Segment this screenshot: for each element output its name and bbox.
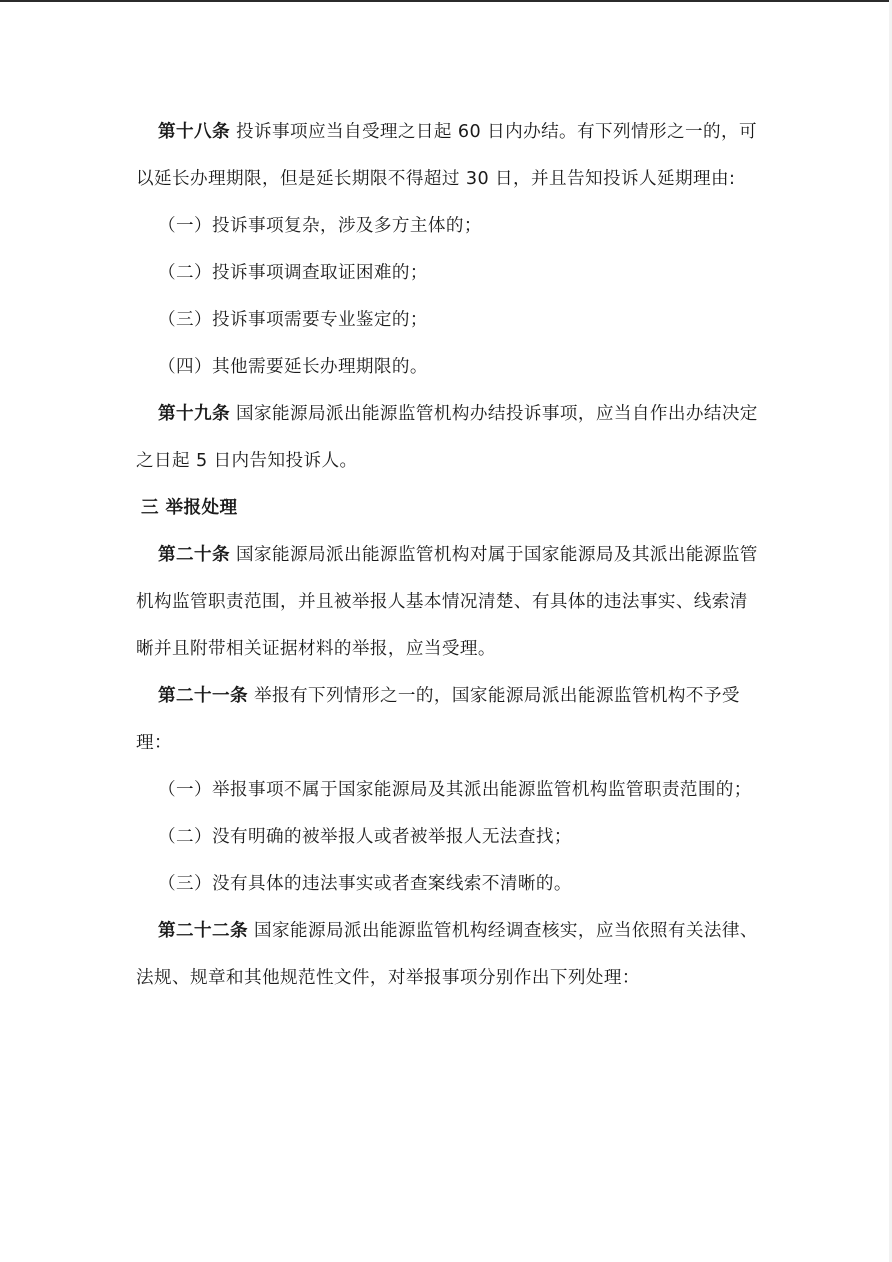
article-18-item-3: （三）投诉事项需要专业鉴定的； xyxy=(158,310,428,330)
article-18-item-1: （一）投诉事项复杂，涉及多方主体的； xyxy=(158,216,482,236)
article-22 xyxy=(136,908,760,1002)
article-21-item-3: （三）没有具体的违法事实或者查案线索不清晰的。 xyxy=(158,874,572,894)
article-19-body: 国家能源局派出能源监管机构办结投诉事项，应当自作出办结决定之日起 5 日内告知投诉人。 xyxy=(136,404,758,471)
article-21-item-2: （二）没有明确的被举报人或者被举报人无法查找； xyxy=(158,827,572,847)
article-22-body: 国家能源局派出能源监管机构经调查核实，应当依照有关法律、法规、规章和其他规范性文件，对举报事项分别作出下列处理： xyxy=(136,921,758,988)
article-18-item-2: （二）投诉事项调查取证困难的； xyxy=(158,263,428,283)
article-21-title: 第二十一条 xyxy=(158,686,248,706)
article-21-item-1: （一）举报事项不属于国家能源局及其派出能源监管机构监管职责范围的； xyxy=(158,780,752,800)
article-19-title: 第十九条 xyxy=(158,404,230,424)
page-top-border xyxy=(0,0,892,2)
article-20-title: 第二十条 xyxy=(158,545,230,565)
article-18-item-4: （四）其他需要延长办理期限的。 xyxy=(158,357,428,377)
article-18-body: 投诉事项应当自受理之日起 60 日内办结。有下列情形之一的，可以延长办理期限，但是延长期限不得超过 30 日，并且告知投诉人延期理由: xyxy=(136,122,757,189)
article-20-body: 国家能源局派出能源监管机构对属于国家能源局及其派出能源监管机构监管职责范围，并且被举报人基本情况清楚、有具体的违法事实、线索清晰并且附带相关证据材料的举报，应当受理。 xyxy=(136,545,758,659)
article-21 xyxy=(136,673,760,767)
article-20 xyxy=(136,532,760,673)
article-21-body: 举报有下列情形之一的，国家能源局派出能源监管机构不予受理： xyxy=(136,686,740,753)
section-heading: 三 举报处理 xyxy=(141,498,238,518)
article-22-title: 第二十二条 xyxy=(158,921,248,941)
article-19 xyxy=(136,391,760,485)
article-18 xyxy=(136,109,760,203)
document-page xyxy=(136,109,760,1002)
article-18-title: 第十八条 xyxy=(158,122,230,142)
